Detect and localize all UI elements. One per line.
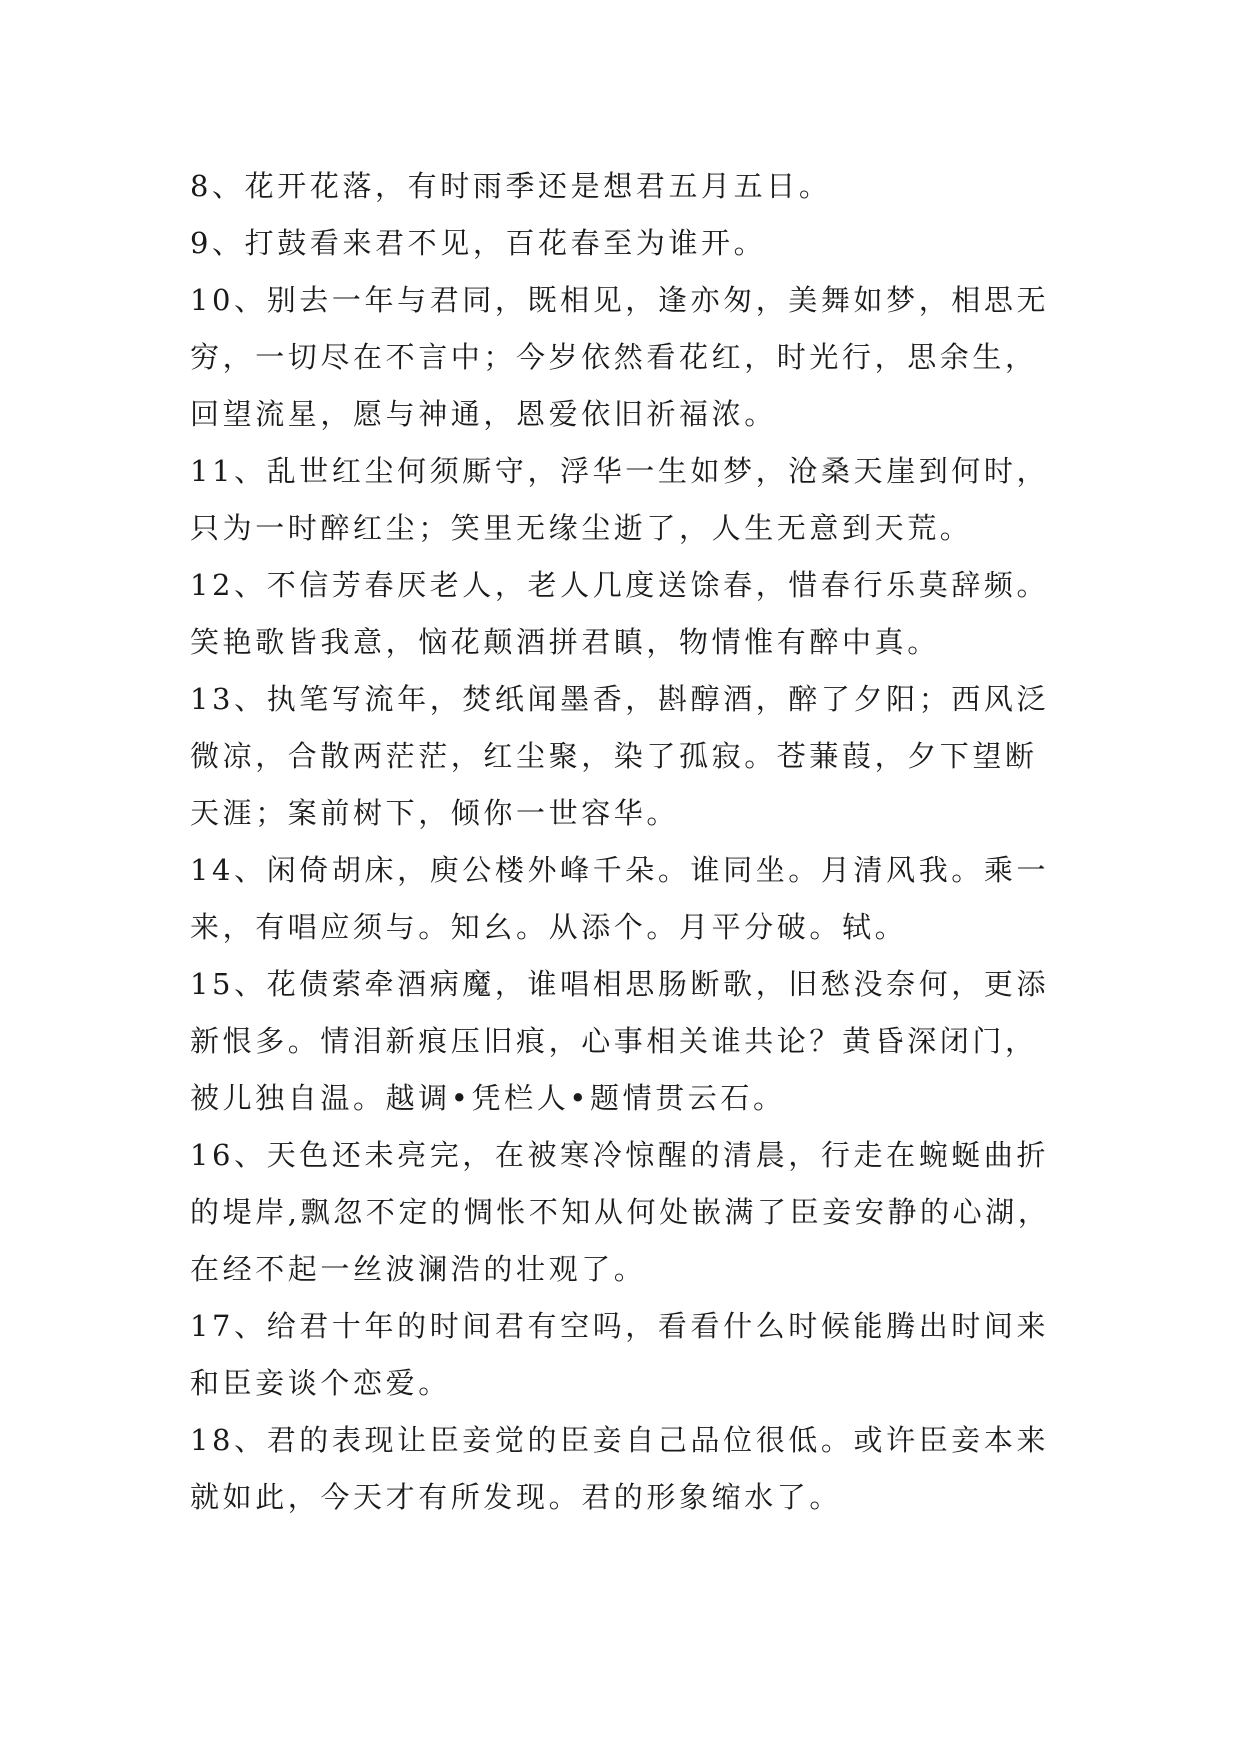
text-line: 回望流星，愿与神通，恩爱依旧祈福浓。 xyxy=(190,397,777,431)
text-line: 就如此，今天才有所发现。君的形象缩水了。 xyxy=(190,1480,843,1514)
text-line: 新恨多。情泪新痕压旧痕，心事相关谁共论？黄昏深闭门， xyxy=(190,1024,1038,1058)
text-line: 笑艳歌皆我意，恼花颠酒拼君瞋，物情惟有醉中真。 xyxy=(190,625,940,659)
text-line: 13、执笔写流年，焚纸闻墨香，斟醇酒，醉了夕阳；西风泛 xyxy=(190,682,1050,716)
document-body xyxy=(190,158,1070,1526)
text-line: 来，有唱应须与。知幺。从添个。月平分破。轼。 xyxy=(190,910,908,944)
text-line: 9、打鼓看来君不见，百花春至为谁开。 xyxy=(190,226,767,260)
text-line: 14、闲倚胡床，庾公楼外峰千朵。谁同坐。月清风我。乘一 xyxy=(190,853,1050,887)
text-line: 的堤岸,飘忽不定的惆怅不知从何处嵌满了臣妾安静的心湖， xyxy=(190,1195,1051,1229)
text-line: 和臣妾谈个恋爱。 xyxy=(190,1366,451,1400)
text-line: 17、给君十年的时间君有空吗，看看什么时候能腾出时间来 xyxy=(190,1309,1050,1343)
text-line: 10、别去一年与君同，既相见，逢亦匆，美舞如梦，相思无 xyxy=(190,283,1050,317)
text-line: 18、君的表现让臣妾觉的臣妾自己品位很低。或许臣妾本来 xyxy=(190,1423,1050,1457)
text-line: 被儿独自温。越调•凭栏人•题情贯云石。 xyxy=(190,1081,786,1115)
text-line: 在经不起一丝波澜浩的壮观了。 xyxy=(190,1252,647,1286)
text-line: 15、花债萦牵酒病魔，谁唱相思肠断歌，旧愁没奈何，更添 xyxy=(190,967,1050,1001)
text-line: 16、天色还未亮完，在被寒冷惊醒的清晨，行走在蜿蜒曲折 xyxy=(190,1138,1050,1172)
text-line: 只为一时醉红尘；笑里无缘尘逝了，人生无意到天荒。 xyxy=(190,511,973,545)
text-line: 8、花开花落，有时雨季还是想君五月五日。 xyxy=(190,169,832,203)
text-line: 12、不信芳春厌老人，老人几度送馀春，惜春行乐莫辞频。 xyxy=(190,568,1050,602)
text-line: 天涯；案前树下，倾你一世容华。 xyxy=(190,796,680,830)
text-line: 微凉，合散两茫茫，红尘聚，染了孤寂。苍蒹葭，夕下望断 xyxy=(190,739,1038,773)
text-line: 11、乱世红尘何须厮守，浮华一生如梦，沧桑天崖到何时， xyxy=(190,454,1050,488)
text-line: 穷，一切尽在不言中；今岁依然看花红，时光行，思余生， xyxy=(190,340,1038,374)
